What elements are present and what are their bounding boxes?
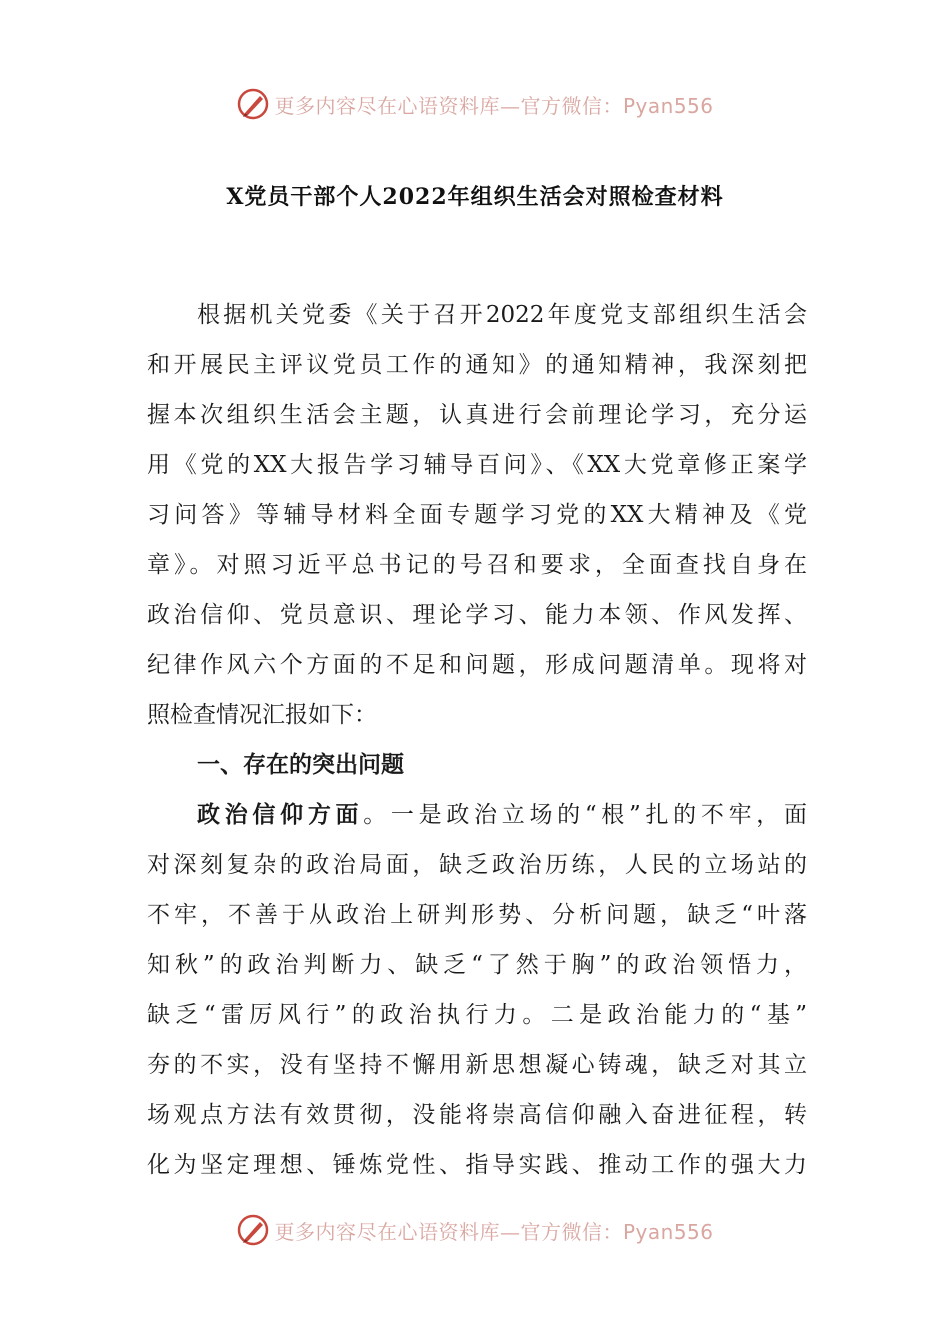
banner-text: 更多内容尽在心语资料库—官方微信：Pyan556 [274, 93, 714, 118]
section-heading: 一、存在的突出问题 [197, 751, 404, 778]
footer-watermark-banner [0, 1210, 950, 1250]
paragraph-text: 。一是政治立场的“根”扎的不牢，面 [363, 802, 807, 828]
text-line: 知秋”的政治判断力、缺乏“了然于胸”的政治领悟力， [147, 952, 807, 978]
text-line: 化为坚定理想、锤炼党性、指导实践、推动工作的强大力 [147, 1152, 807, 1178]
header-watermark-banner [0, 84, 950, 124]
document-body [147, 290, 807, 1190]
pen-logo-icon [236, 1213, 270, 1247]
text-line: 缺乏“雷厉风行”的政治执行力。二是政治能力的“基” [147, 1002, 807, 1028]
text-line: 夯的不实，没有坚持不懈用新思想凝心铸魂，缺乏对其立 [147, 1052, 807, 1078]
text-line: 根据机关党委《关于召开2022年度党支部组织生活会 [197, 302, 807, 328]
text-line: 和开展民主评议党员工作的通知》的通知精神，我深刻把 [147, 352, 807, 378]
text-line: 场观点方法有效贯彻，没能将崇高信仰融入奋进征程，转 [147, 1102, 807, 1128]
text-line: 纪律作风六个方面的不足和问题，形成问题清单。现将对 [147, 652, 807, 678]
text-line: 章》。对照习近平总书记的号召和要求，全面查找自身在 [147, 552, 807, 578]
text-line [147, 790, 807, 840]
text-line: 不牢，不善于从政治上研判形势、分析问题，缺乏“叶落 [147, 902, 807, 928]
document-title: X党员干部个人2022年组织生活会对照检查材料 [226, 184, 724, 210]
text-line: 习问答》等辅导材料全面专题学习党的XX大精神及《党 [147, 502, 807, 528]
paragraph-lead: 政治信仰方面 [197, 801, 364, 828]
text-line: 政治信仰、党员意识、理论学习、能力本领、作风发挥、 [147, 602, 807, 628]
text-line: 用《党的XX大报告学习辅导百问》、《XX大党章修正案学 [147, 452, 807, 478]
banner-text: 更多内容尽在心语资料库—官方微信：Pyan556 [274, 1219, 714, 1244]
text-line: 对深刻复杂的政治局面，缺乏政治历练，人民的立场站的 [147, 852, 807, 878]
text-line: 握本次组织生活会主题，认真进行会前理论学习，充分运 [147, 402, 807, 428]
text-line: 照检查情况汇报如下： [147, 702, 377, 728]
pen-logo-icon [236, 87, 270, 121]
